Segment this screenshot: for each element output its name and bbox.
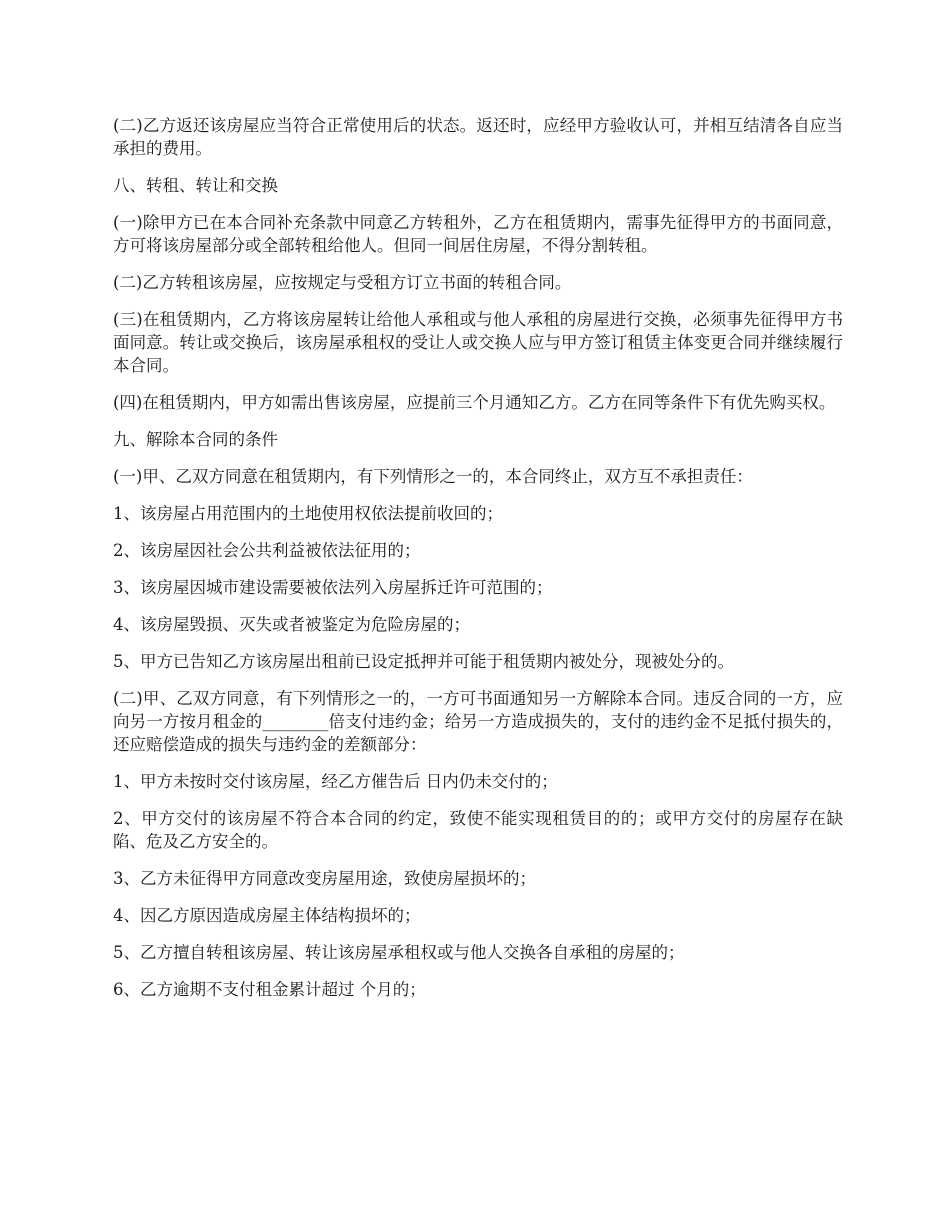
list-item: 5、乙方擅自转租该房屋、转让该房屋承租权或与他人交换各自承租的房屋的； [113,943,685,962]
section-heading-sublease: 八、转租、转让和交换 [113,176,278,195]
list-item: 6、乙方逾期不支付租金累计超过 个月的； [113,980,426,999]
paragraph-termination-breach: (二)甲、乙双方同意，有下列情形之一的，一方可书面通知另一方解除本合同。违反合同的一方，应向另一方按月租金的________倍支付违约金；给另一方造成损失的，支付的违约金不足抵付损失的，还应赔偿造成的损失与违约金的差额部分： [113,689,843,754]
paragraph-sublease-contract: (二)乙方转租该房屋，应按规定与受租方订立书面的转租合同。 [113,273,572,292]
paragraph-preemptive-right: (四)在租赁期内，甲方如需出售该房屋，应提前三个月通知乙方。乙方在同等条件下有优先购买权。 [113,393,836,412]
list-item: 3、该房屋因城市建设需要被依法列入房屋拆迁许可范围的； [113,578,553,597]
paragraph-return-condition: (二)乙方返还该房屋应当符合正常使用后的状态。返还时，应经甲方验收认可，并相互结清各自应当承担的费用。 [113,116,843,158]
paragraph-sublease-consent: (一)除甲方已在本合同补充条款中同意乙方转租外，乙方在租赁期内，需事先征得甲方的书面同意，方可将该房屋部分或全部转租给他人。但同一间居住房屋，不得分割转租。 [113,213,843,255]
list-item: 1、甲方未按时交付该房屋，经乙方催告后 日内仍未交付的； [113,772,558,791]
paragraph-termination-no-liability: (一)甲、乙双方同意在租赁期内，有下列情形之一的，本合同终止，双方互不承担责任： [113,467,753,486]
list-item: 3、乙方未征得甲方同意改变房屋用途，致使房屋损坏的； [113,869,536,888]
list-item: 2、该房屋因社会公共利益被依法征用的； [113,541,421,560]
list-item: 2、甲方交付的该房屋不符合本合同的约定，致使不能实现租赁目的的；或甲方交付的房屋存在缺陷、危及乙方安全的。 [113,809,843,851]
list-item: 1、该房屋占用范围内的土地使用权依法提前收回的； [113,504,503,523]
document-body [113,114,843,1015]
list-item: 5、甲方已告知乙方该房屋出租前已设定抵押并可能于租赁期内被处分，现被处分的。 [113,652,734,671]
paragraph-transfer-exchange: (三)在租赁期内，乙方将该房屋转让给他人承租或与他人承租的房屋进行交换，必须事先征得甲方书面同意。转让或交换后，该房屋承租权的受让人或交换人应与甲方签订租赁主体变更合同并继续履行本合同。 [113,310,843,375]
list-item: 4、因乙方原因造成房屋主体结构损坏的； [113,906,421,925]
list-item: 4、该房屋毁损、灭失或者被鉴定为危险房屋的； [113,615,470,634]
section-heading-termination: 九、解除本合同的条件 [113,430,278,449]
